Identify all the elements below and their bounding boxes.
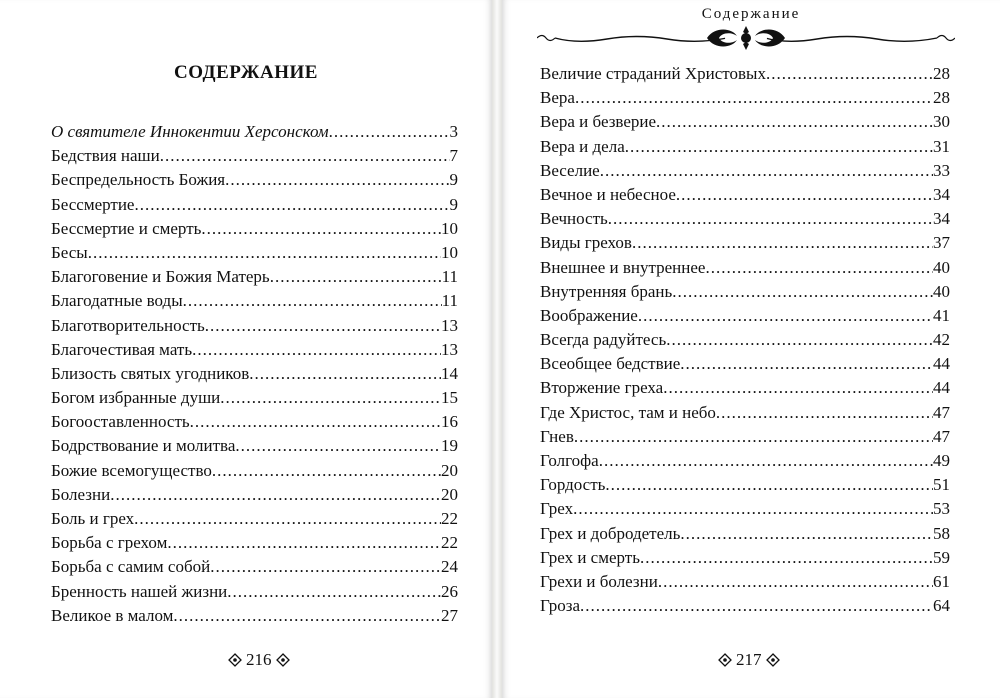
entry-title: Вера и безверие (540, 112, 657, 132)
dot-leader (600, 159, 933, 183)
entry-page-number: 9 (449, 194, 458, 214)
dot-leader (134, 193, 449, 217)
entry-page-number: 28 (933, 88, 950, 108)
dot-leader (656, 110, 933, 134)
page-number-text: 216 (246, 650, 272, 669)
toc-entry (51, 314, 458, 338)
entry-title: Где Христос, там и небо (540, 402, 716, 422)
entry-page-number: 34 (933, 209, 950, 229)
dot-leader (599, 449, 933, 473)
toc-entry (51, 338, 458, 362)
entry-page-number: 27 (441, 605, 458, 625)
entry-page-number: 10 (441, 242, 458, 262)
entry-title: Богооставленность (51, 412, 190, 432)
dot-leader (183, 289, 442, 313)
toc-entry (51, 386, 458, 410)
toc-entry (540, 328, 950, 352)
dot-leader (663, 376, 933, 400)
dot-leader (192, 338, 441, 362)
toc-entry (51, 580, 458, 604)
ornament-left-icon (228, 653, 242, 667)
book-gutter (492, 0, 502, 698)
dot-leader (580, 594, 933, 618)
toc-entry (540, 425, 950, 449)
dot-leader (220, 386, 441, 410)
toc-entry (51, 265, 458, 289)
toc-entry (51, 289, 458, 313)
dot-leader (201, 217, 441, 241)
entry-page-number: 40 (933, 281, 950, 301)
entry-title: Великое в малом (51, 605, 174, 625)
dot-leader (167, 531, 441, 555)
toc-entry (540, 449, 950, 473)
entry-page-number: 3 (449, 122, 458, 141)
entry-title: Боль и грех (51, 509, 135, 528)
entry-title: Всегда радуйтесь (540, 330, 667, 350)
entry-title: Благочестивая мать (51, 339, 193, 359)
header-ornament-icon (537, 24, 955, 52)
toc-entry (51, 120, 458, 144)
entry-page-number: 24 (441, 557, 458, 577)
dot-leader (680, 352, 933, 376)
toc-entry (540, 546, 950, 570)
entry-title: Всеобщее бедствие (540, 354, 681, 374)
entry-page-number: 11 (441, 291, 458, 311)
dot-leader (574, 425, 933, 449)
entry-title: Беспредельность Божия (51, 170, 226, 190)
entry-page-number: 47 (933, 402, 950, 422)
ornament-right-icon (276, 653, 290, 667)
dot-leader (632, 231, 933, 255)
entry-title: Вторжение греха (540, 378, 664, 398)
right-toc-list (540, 62, 950, 618)
entry-page-number: 9 (449, 170, 458, 190)
entry-page-number: 40 (933, 257, 950, 277)
entry-title: Благодатные воды (51, 291, 183, 311)
entry-page-number: 31 (933, 136, 950, 156)
toc-entry (51, 168, 458, 192)
toc-entry (540, 207, 950, 231)
entry-page-number: 58 (933, 523, 950, 543)
dot-leader (173, 604, 441, 628)
entry-title: Вечное и небесное (540, 184, 676, 204)
entry-title: Бедствия наши (51, 146, 160, 166)
toc-entry (540, 570, 950, 594)
entry-page-number: 61 (933, 571, 950, 591)
running-head: Содержание (701, 6, 801, 22)
entry-title: Гроза (540, 596, 581, 616)
entry-page-number: 19 (441, 436, 458, 456)
entry-title: Внешнее и внутреннее (540, 257, 706, 277)
entry-page-number: 22 (441, 509, 458, 528)
entry-page-number: 30 (933, 112, 950, 132)
entry-page-number: 28 (933, 64, 950, 83)
entry-page-number: 59 (933, 547, 950, 567)
toc-entry (51, 434, 458, 458)
toc-entry (540, 376, 950, 400)
toc-entry (540, 256, 950, 280)
entry-page-number: 13 (441, 339, 458, 359)
dot-leader (212, 459, 441, 483)
entry-page-number: 47 (933, 426, 950, 446)
toc-entry (51, 459, 458, 483)
toc-entry (540, 352, 950, 376)
entry-page-number: 53 (933, 499, 950, 519)
entry-page-number: 7 (449, 146, 458, 166)
entry-title: Богом избранные души (51, 388, 221, 408)
entry-title: Борьба с грехом (51, 533, 168, 553)
dot-leader (160, 144, 450, 168)
entry-title: Гордость (540, 475, 606, 495)
dot-leader (640, 546, 933, 570)
entry-title: Вера и дела (540, 136, 625, 156)
entry-title: О святителе Иннокентии Херсонском (51, 122, 329, 141)
entry-title: Вечность (540, 209, 608, 229)
dot-leader (658, 570, 933, 594)
dot-leader (638, 304, 933, 328)
entry-page-number: 26 (441, 581, 458, 601)
ornament-right-icon (766, 653, 780, 667)
entry-page-number: 14 (441, 363, 458, 383)
entry-page-number: 13 (441, 315, 458, 335)
toc-entry (51, 193, 458, 217)
entry-title: Божие всемогущество (51, 460, 212, 480)
toc-entry (540, 304, 950, 328)
dot-leader (608, 207, 933, 231)
entry-page-number: 51 (933, 475, 950, 495)
toc-entry (51, 604, 458, 628)
toc-entry (51, 555, 458, 579)
entry-page-number: 20 (441, 484, 458, 504)
toc-entry (51, 531, 458, 555)
toc-entry (51, 241, 458, 265)
entry-title: Гнев (540, 426, 574, 446)
dot-leader (605, 473, 933, 497)
entry-title: Болезни (51, 484, 111, 504)
dot-leader (573, 497, 933, 521)
page-title: СОДЕРЖАНИЕ (174, 62, 318, 83)
entry-page-number: 64 (933, 596, 950, 616)
dot-leader (210, 555, 441, 579)
toc-entry (540, 522, 950, 546)
ornament-left-icon (718, 653, 732, 667)
entry-page-number: 44 (933, 354, 950, 374)
toc-entry (540, 110, 950, 134)
entry-title: Голгофа (540, 451, 599, 470)
entry-title: Бренность нашей жизни (51, 581, 228, 601)
dot-leader (766, 62, 933, 86)
toc-entry (540, 473, 950, 497)
toc-entry (51, 144, 458, 168)
left-page-number (228, 650, 290, 670)
dot-leader (672, 280, 933, 304)
entry-page-number: 20 (441, 460, 458, 480)
dot-leader (227, 580, 441, 604)
entry-title: Близость святых угодников (51, 363, 250, 383)
dot-leader (225, 168, 449, 192)
dot-leader (134, 507, 441, 531)
dot-leader (680, 522, 933, 546)
entry-page-number: 49 (933, 451, 950, 470)
right-page-number (718, 650, 780, 670)
toc-entry (540, 86, 950, 110)
entry-title: Благоговение и Божия Матерь (51, 267, 270, 287)
dot-leader (329, 120, 450, 144)
entry-title: Грех (540, 499, 574, 519)
dot-leader (270, 265, 442, 289)
toc-entry (540, 183, 950, 207)
dot-leader (190, 410, 441, 434)
dot-leader (235, 434, 441, 458)
toc-entry (540, 62, 950, 86)
entry-title: Веселие (540, 160, 600, 180)
entry-title: Бесы (51, 242, 88, 262)
page-number-text: 217 (736, 650, 762, 669)
toc-entry (540, 135, 950, 159)
toc-entry (51, 362, 458, 386)
entry-page-number: 42 (933, 330, 950, 350)
toc-entry (540, 497, 950, 521)
entry-title: Борьба с самим собой (51, 557, 211, 577)
entry-title: Величие страданий Христовых (540, 64, 766, 83)
dot-leader (625, 135, 933, 159)
entry-title: Бессмертие и смерть (51, 218, 202, 238)
entry-page-number: 10 (441, 218, 458, 238)
toc-entry (51, 507, 458, 531)
left-toc-list (51, 120, 458, 628)
entry-page-number: 34 (933, 184, 950, 204)
entry-title: Бессмертие (51, 194, 135, 214)
dot-leader (205, 314, 441, 338)
dot-leader (676, 183, 933, 207)
entry-title: Грехи и болезни (540, 571, 658, 591)
entry-title: Грех и смерть (540, 547, 640, 567)
entry-title: Вера (540, 88, 575, 108)
entry-page-number: 41 (933, 305, 950, 325)
toc-entry (540, 401, 950, 425)
entry-title: Виды грехов (540, 233, 632, 253)
toc-entry (540, 280, 950, 304)
entry-title: Бодрствование и молитва (51, 436, 236, 456)
dot-leader (716, 401, 933, 425)
entry-page-number: 11 (441, 267, 458, 287)
dot-leader (110, 483, 441, 507)
entry-page-number: 33 (933, 160, 950, 180)
dot-leader (666, 328, 933, 352)
toc-entry (51, 410, 458, 434)
toc-entry (51, 217, 458, 241)
entry-title: Благотворительность (51, 315, 205, 335)
entry-page-number: 16 (441, 412, 458, 432)
dot-leader (575, 86, 933, 110)
dot-leader (88, 241, 441, 265)
toc-entry (51, 483, 458, 507)
toc-entry (540, 231, 950, 255)
dot-leader (249, 362, 441, 386)
toc-entry (540, 594, 950, 618)
toc-entry (540, 159, 950, 183)
entry-page-number: 44 (933, 378, 950, 398)
entry-title: Грех и добродетель (540, 523, 681, 543)
entry-page-number: 15 (441, 388, 458, 408)
dot-leader (705, 256, 933, 280)
entry-page-number: 22 (441, 533, 458, 553)
entry-page-number: 37 (933, 233, 950, 253)
entry-title: Воображение (540, 305, 638, 325)
entry-title: Внутренняя брань (540, 281, 673, 301)
